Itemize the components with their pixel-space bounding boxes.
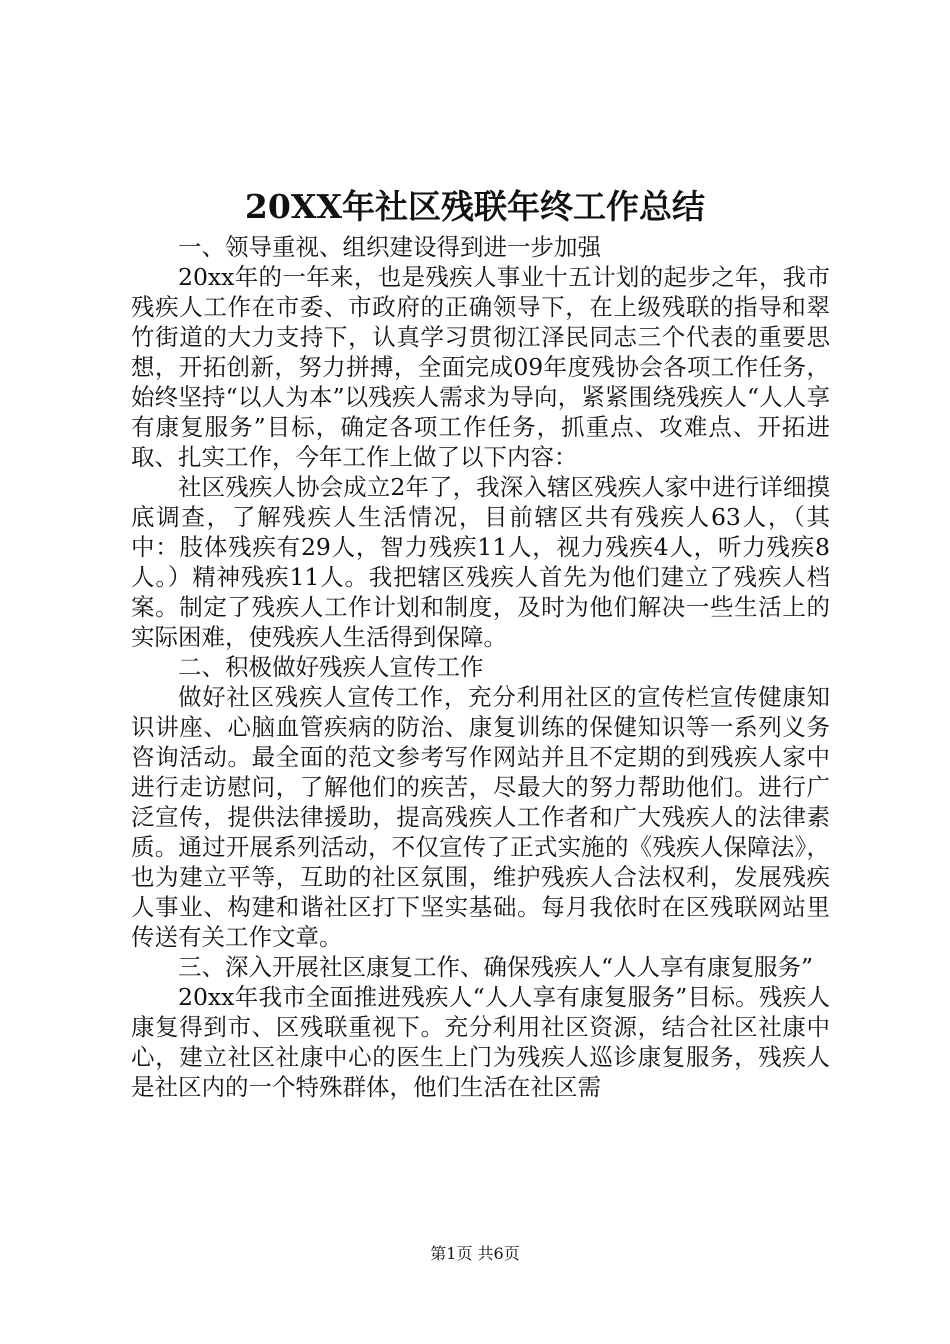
paragraph: 社区残疾人协会成立2年了，我深入辖区残疾人家中进行详细摸底调查，了解残疾人生活情况，目前辖区共有残疾人63人，（其中：肢体残疾有29人，智力残疾11人，视力残疾4人，听力残疾8人。）精神残疾11人。我把辖区残疾人首先为他们建立了残疾人档案。制定了残疾人工作计划和制度，及时为他们解决一些生活上的实际困难，使残疾人生活得到保障。	[131, 473, 830, 651]
paragraph: 20xx年我市全面推进残疾人“人人享有康复服务”目标。残疾人康复得到市、区残联重视下。充分利用社区资源，结合社区社康中心，建立社区社康中心的医生上门为残疾人巡诊康复服务，残疾人是社区内的一个特殊群体，他们生活在社区需	[131, 983, 830, 1101]
page-footer: 第1页 共6页	[430, 1244, 520, 1263]
document-title: 20XX年社区残联年终工作总结	[244, 187, 706, 226]
section-heading-2: 二、积极做好残疾人宣传工作	[178, 653, 484, 681]
document-body	[131, 232, 830, 1102]
paragraph: 做好社区残疾人宣传工作，充分利用社区的宣传栏宣传健康知识讲座、心脑血管疾病的防治、康复训练的保健知识等一系列义务咨询活动。最全面的范文参考写作网站并且不定期的到残疾人家中进行走访慰问，了解他们的疾苦，尽最大的努力帮助他们。进行广泛宣传，提供法律援助，提高残疾人工作者和广大残疾人的法律素质。通过开展系列活动，不仅宣传了正式实施的《残疾人保障法》，也为建立平等，互助的社区氛围，维护残疾人合法权利，发展残疾人事业、构建和谐社区打下坚实基础。每月我依时在区残联网站里传送有关工作文章。	[131, 683, 830, 951]
paragraph: 20xx年的一年来，也是残疾人事业十五计划的起步之年，我市残疾人工作在市委、市政府的正确领导下，在上级残联的指导和翠竹街道的大力支持下，认真学习贯彻江泽民同志三个代表的重要思想，开拓创新，努力拼搏，全面完成09年度残协会各项工作任务，始终坚持“以人为本”以残疾人需求为导向，紧紧围绕残疾人“人人享有康复服务”目标，确定各项工作任务，抓重点、攻难点、开拓进取、扎实工作，今年工作上做了以下内容：	[131, 263, 830, 471]
section-heading-1: 一、领导重视、组织建设得到进一步加强	[178, 233, 601, 261]
section-heading-3: 三、深入开展社区康复工作、确保残疾人“人人享有康复服务”	[178, 953, 814, 981]
